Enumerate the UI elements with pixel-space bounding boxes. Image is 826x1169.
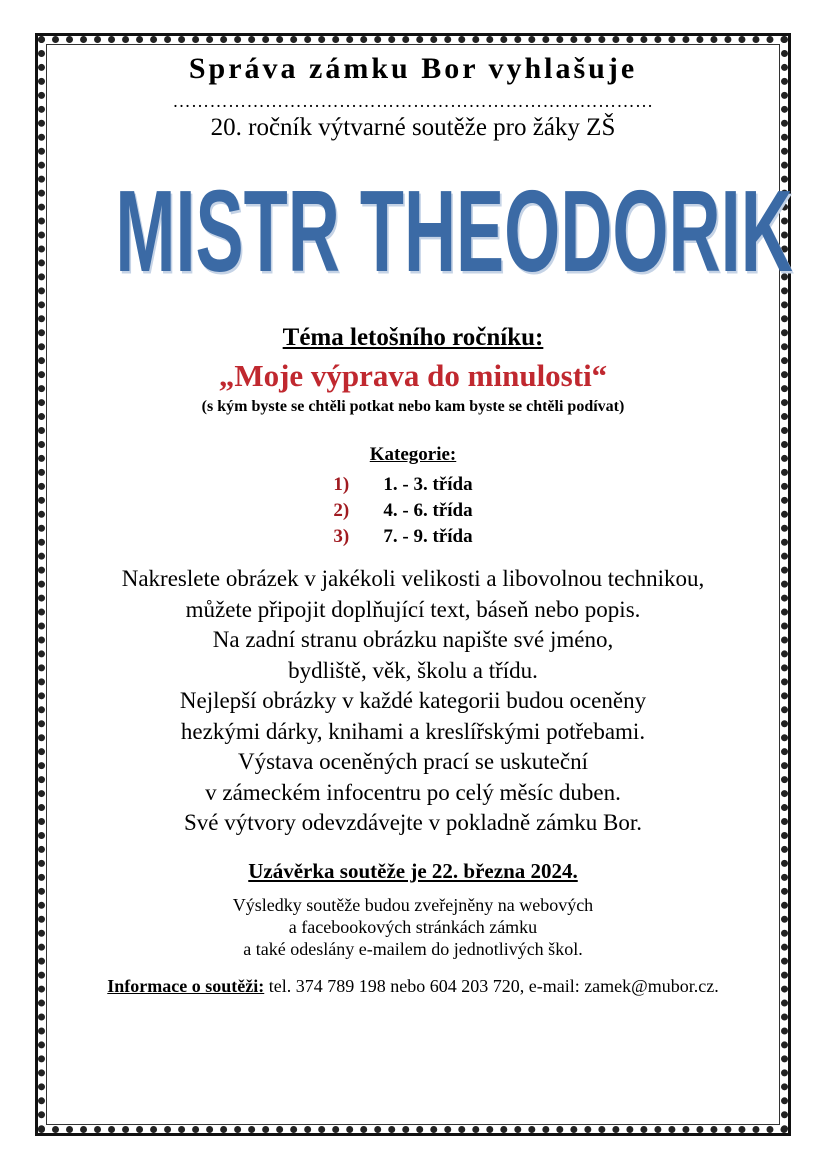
- category-number: 1): [333, 474, 350, 495]
- category-item: [333, 472, 472, 498]
- deadline-notice: Uzávěrka soutěže je 22. března 2024.: [248, 858, 578, 883]
- results-line: Výsledky soutěže budou zveřejněny na webových: [232, 894, 594, 915]
- category-item: [333, 524, 472, 550]
- results-line: a facebookových stránkách zámku: [288, 916, 538, 937]
- contact-info-label: Informace o soutěži:: [107, 975, 265, 996]
- contact-info: [50, 976, 776, 997]
- category-item: [333, 498, 472, 524]
- category-number: 2): [333, 500, 350, 521]
- results-notice: [50, 894, 776, 960]
- instructions-line: Nakreslete obrázek v jakékoli velikosti a libovolnou technikou,: [121, 566, 705, 591]
- instructions-line: Nejlepší obrázky v každé kategorii budou oceněny: [179, 688, 647, 713]
- instructions-line: v zámeckém infocentru po celý měsíc duben.: [205, 779, 621, 805]
- category-number: 3): [333, 526, 350, 547]
- theme-note: (s kým byste se chtěli potkat nebo kam byste se chtěli podívat): [201, 398, 625, 415]
- contact-info-text: tel. 374 789 198 nebo 604 203 720, e-mail: zamek@mubor.cz.: [264, 975, 719, 996]
- dotted-separator: ……………………………………………………………………: [172, 91, 654, 111]
- categories-label: Kategorie:: [369, 444, 457, 465]
- categories-list: [333, 472, 473, 550]
- poster-title: MISTR THEODORIK: [115, 165, 793, 296]
- instructions-line: bydliště, věk, školu a třídu.: [288, 657, 538, 683]
- theme-name: „Moje výprava do minulosti“: [218, 358, 608, 393]
- instructions-text: [50, 564, 776, 839]
- category-text: 7. - 9. třída: [383, 526, 473, 547]
- instructions-line: hezkými dárky, knihami a kreslířskými potřebami.: [180, 718, 646, 744]
- instructions-line: můžete připojit doplňující text, báseň nebo popis.: [185, 596, 641, 622]
- competition-subtitle: 20. ročník výtvarné soutěže pro žáky ZŠ: [210, 114, 616, 141]
- instructions-line: Výstava oceněných prací se uskuteční: [238, 749, 588, 774]
- instructions-line: Na zadní stranu obrázku napište své jméno,: [212, 627, 614, 652]
- organizer-heading: Správa zámku Bor vyhlašuje: [188, 52, 638, 85]
- instructions-line: Své výtvory odevzdávejte v pokladně zámku Bor.: [184, 810, 642, 835]
- theme-label: Téma letošního ročníku:: [282, 324, 544, 351]
- category-text: 1. - 3. třída: [383, 474, 473, 495]
- category-text: 4. - 6. třída: [383, 500, 473, 521]
- poster-content: [50, 44, 793, 997]
- results-line: a také odeslány e-mailem do jednotlivých škol.: [243, 938, 583, 959]
